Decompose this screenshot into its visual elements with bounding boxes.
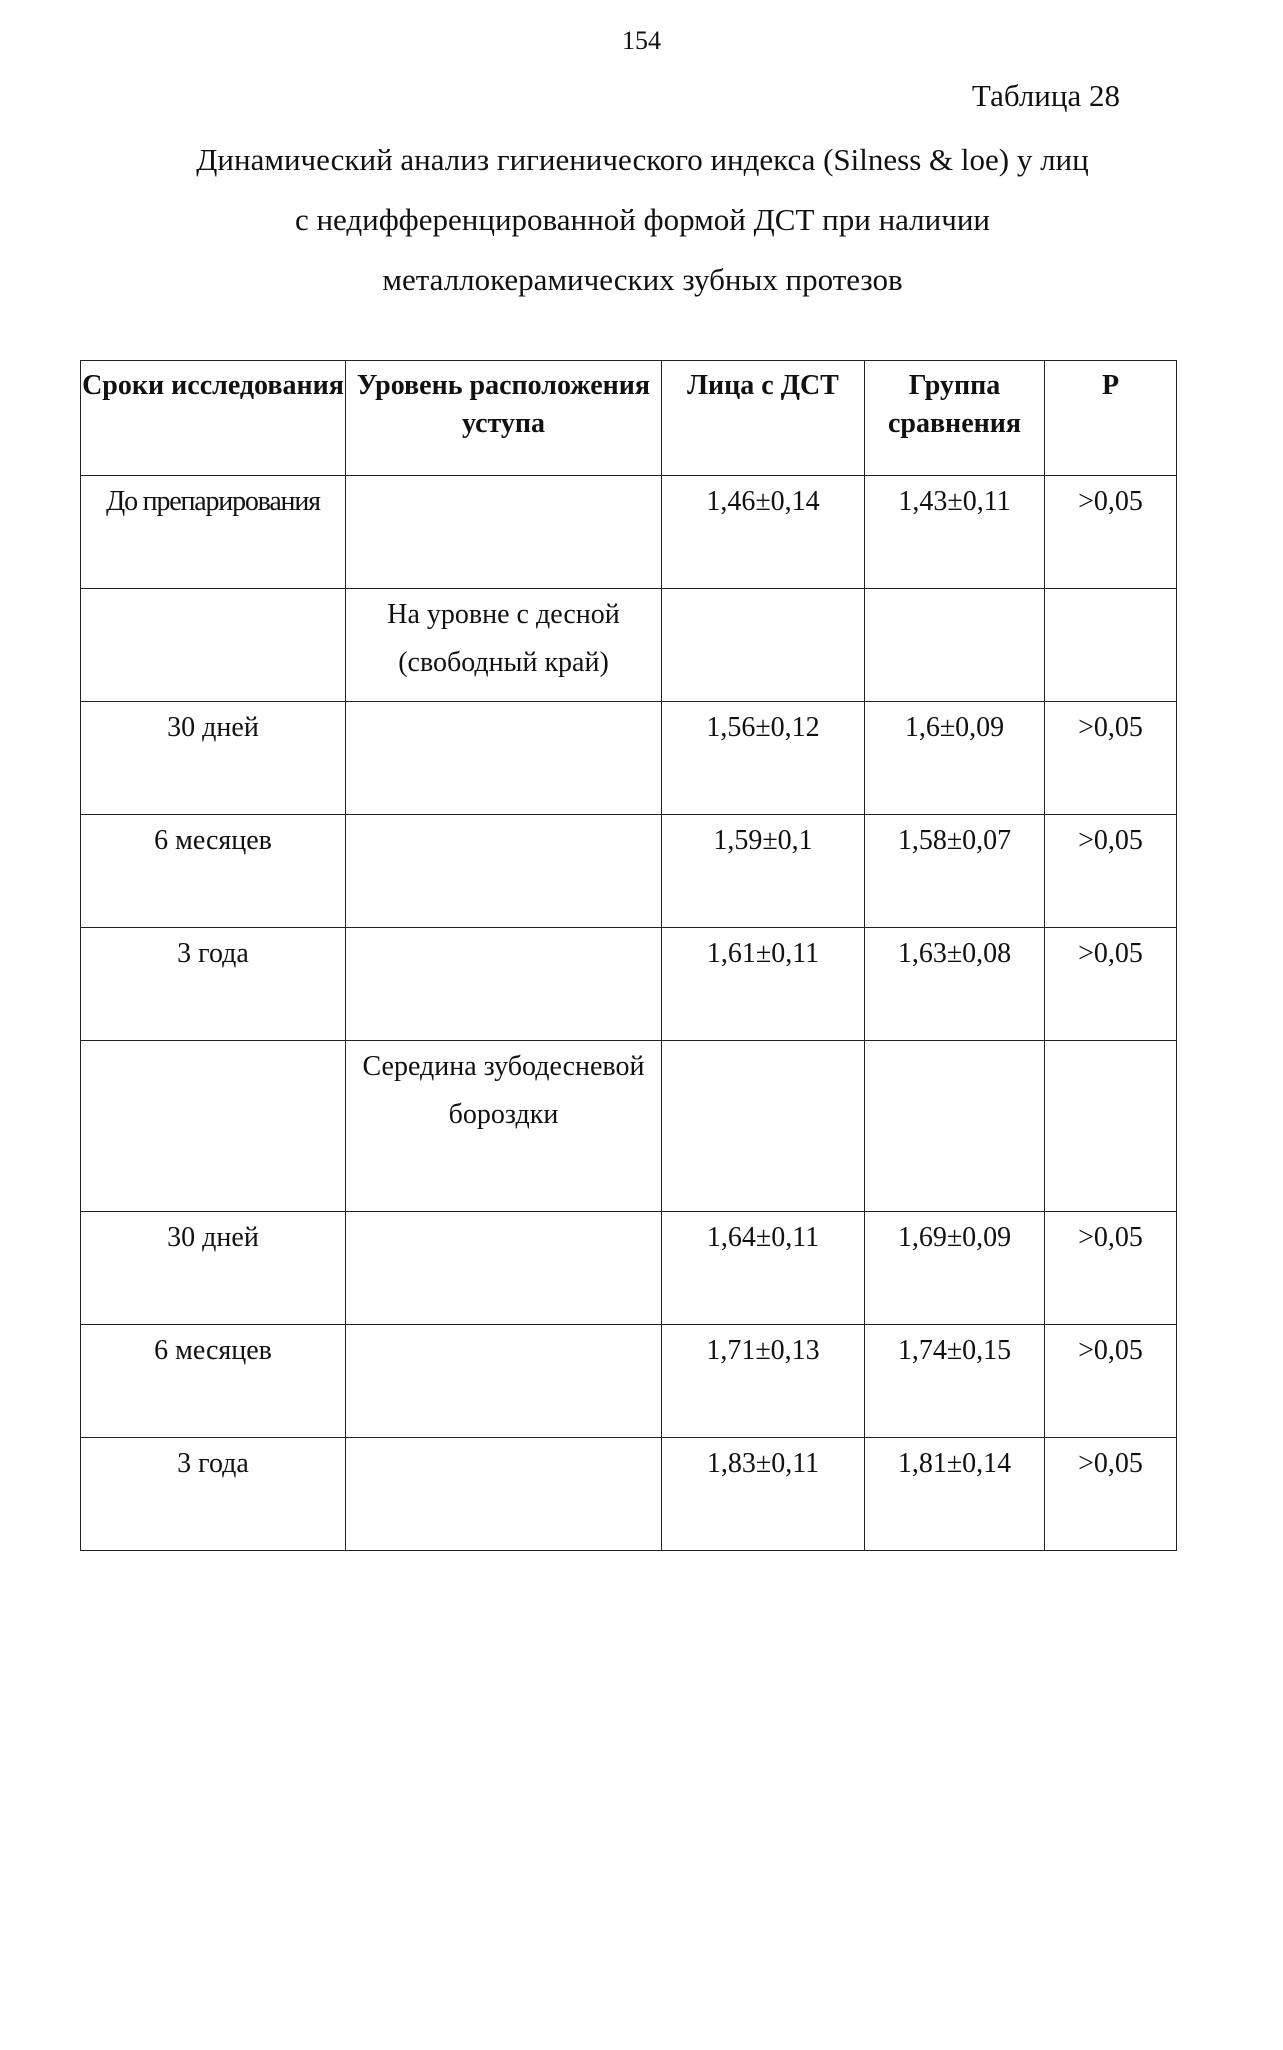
cell-dst: 1,46±0,14 [662, 476, 865, 589]
cell-level [346, 702, 662, 815]
cell-period: 3 года [81, 1438, 346, 1551]
header-p: Р [1045, 361, 1177, 476]
cell-dst: 1,59±0,1 [662, 815, 865, 928]
table-row [81, 928, 1177, 1041]
cell-dst: 1,56±0,12 [662, 702, 865, 815]
cell-comparison: 1,81±0,14 [865, 1438, 1045, 1551]
caption-line: металлокерамических зубных протезов [382, 262, 903, 297]
table-row [81, 1438, 1177, 1551]
header-dst: Лица с ДСТ [662, 361, 865, 476]
cell-comparison: 1,6±0,09 [865, 702, 1045, 815]
cell-p: >0,05 [1045, 1438, 1177, 1551]
cell-p: >0,05 [1045, 476, 1177, 589]
cell-comparison: 1,74±0,15 [865, 1325, 1045, 1438]
cell-period: 3 года [81, 928, 346, 1041]
table-row [81, 1325, 1177, 1438]
page-number: 154 [622, 26, 661, 55]
cell-period: 30 дней [81, 702, 346, 815]
cell-p: >0,05 [1045, 928, 1177, 1041]
cell-p [1045, 589, 1177, 702]
cell-level [346, 1325, 662, 1438]
cell-period: 6 месяцев [81, 1325, 346, 1438]
caption-line: с недифференцированной формой ДСТ при наличии [294, 202, 991, 237]
cell-p: >0,05 [1045, 1212, 1177, 1325]
cell-period: 30 дней [81, 1212, 346, 1325]
table-row [81, 1212, 1177, 1325]
header-comparison: Группа сравнения [865, 361, 1045, 476]
cell-p [1045, 1041, 1177, 1212]
table-row [81, 476, 1177, 589]
cell-dst: 1,83±0,11 [662, 1438, 865, 1551]
cell-level: Середина зубодесневой бороздки [346, 1041, 662, 1212]
cell-comparison [865, 1041, 1045, 1212]
cell-period [81, 1041, 346, 1212]
table-row [81, 702, 1177, 815]
cell-level [346, 815, 662, 928]
hygiene-index-table [80, 360, 1177, 1551]
cell-comparison [865, 589, 1045, 702]
cell-dst: 1,71±0,13 [662, 1325, 865, 1438]
table-row [81, 1041, 1177, 1212]
cell-comparison: 1,63±0,08 [865, 928, 1045, 1041]
cell-period [81, 589, 346, 702]
cell-level [346, 476, 662, 589]
cell-period: До препарирования [81, 476, 346, 589]
cell-level [346, 1438, 662, 1551]
table-label: Таблица 28 [971, 78, 1120, 113]
header-period: Сроки исследования [81, 361, 346, 476]
cell-level: На уровне с десной (свободный край) [346, 589, 662, 702]
cell-p: >0,05 [1045, 1325, 1177, 1438]
table-row [81, 815, 1177, 928]
cell-level [346, 928, 662, 1041]
table-caption [150, 130, 1135, 310]
cell-period: 6 месяцев [81, 815, 346, 928]
cell-comparison: 1,69±0,09 [865, 1212, 1045, 1325]
table-header-row [81, 361, 1177, 476]
cell-dst: 1,61±0,11 [662, 928, 865, 1041]
cell-comparison: 1,58±0,07 [865, 815, 1045, 928]
header-level: Уровень расположения уступа [346, 361, 662, 476]
cell-p: >0,05 [1045, 815, 1177, 928]
table-row [81, 589, 1177, 702]
cell-dst [662, 589, 865, 702]
caption-line: Динамический анализ гигиенического индекса (Silness & loe) у лиц [196, 142, 1089, 177]
cell-dst: 1,64±0,11 [662, 1212, 865, 1325]
cell-level [346, 1212, 662, 1325]
cell-p: >0,05 [1045, 702, 1177, 815]
cell-dst [662, 1041, 865, 1212]
cell-comparison: 1,43±0,11 [865, 476, 1045, 589]
